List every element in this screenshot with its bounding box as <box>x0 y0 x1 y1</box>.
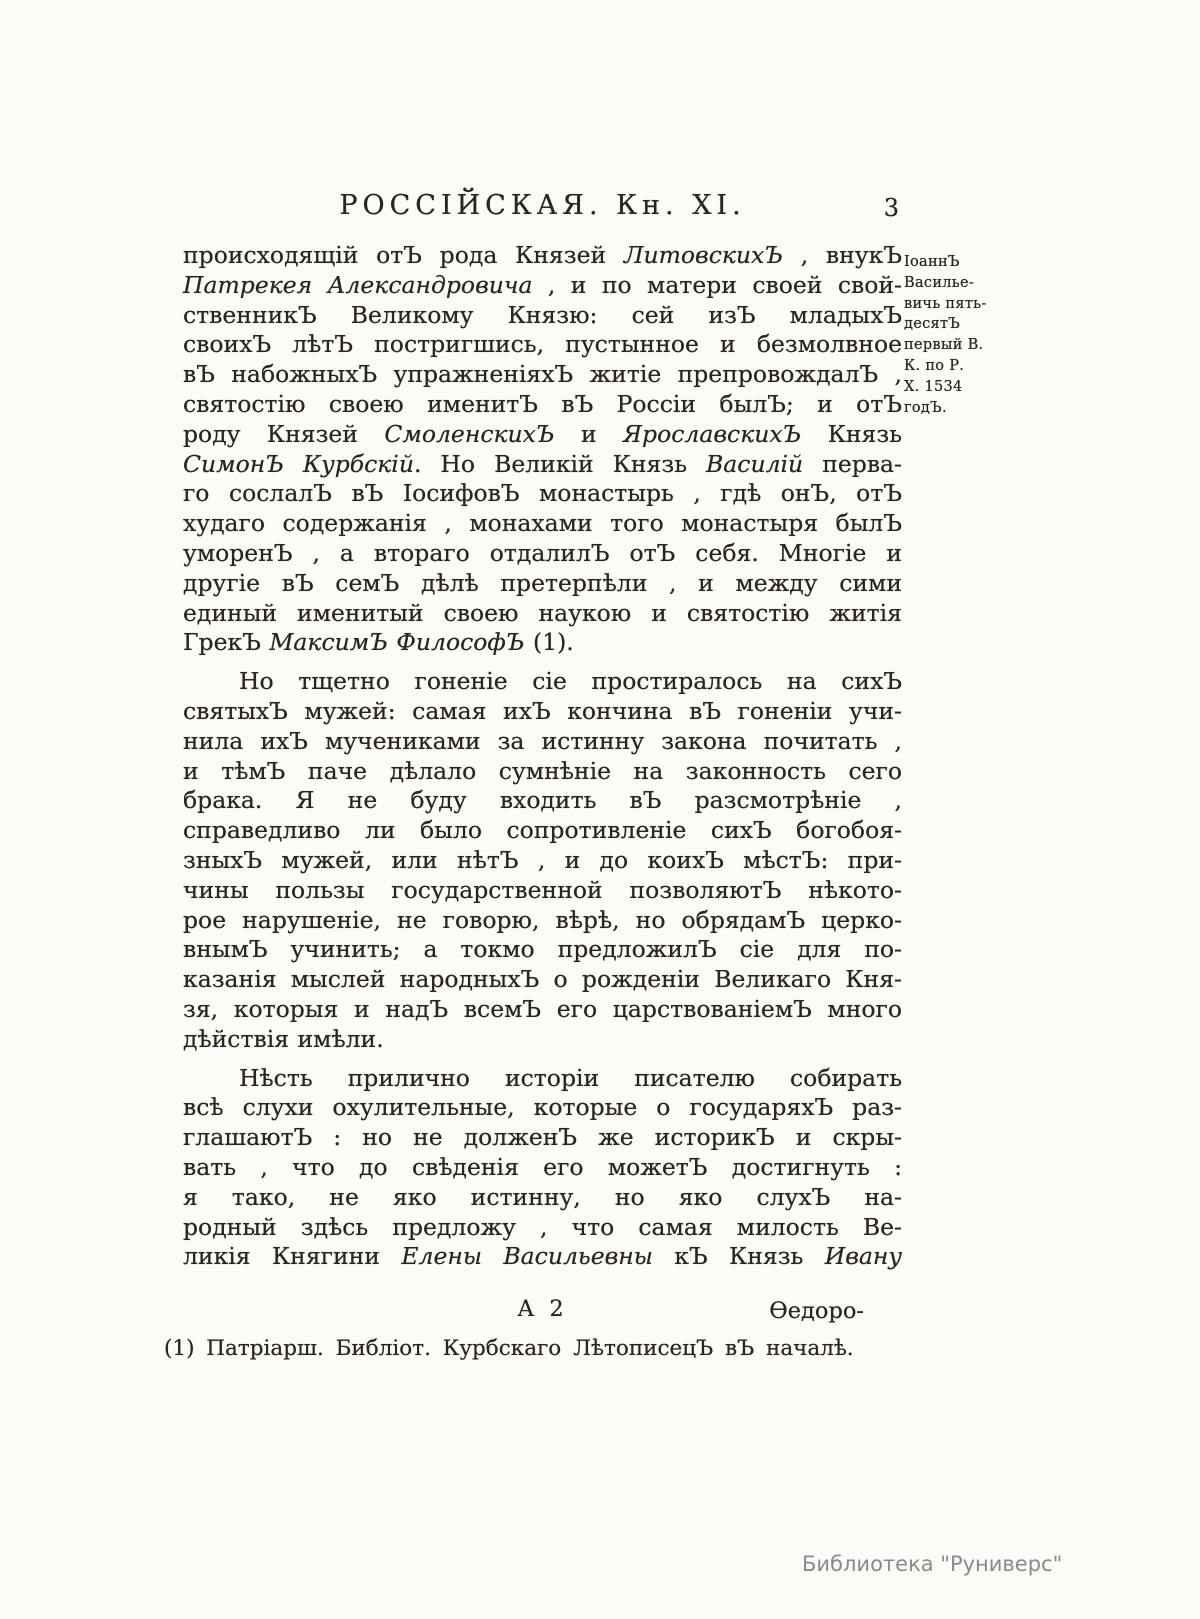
margin-note <box>904 252 1012 418</box>
text-segment: казанія мыслей народныхЪ о рожденіи Великаго Кня- <box>183 965 902 994</box>
text-segment: рое нарушеніе, не говорю, вѣрѣ, но обрядамЪ церко- <box>183 905 902 934</box>
page-number: 3 <box>883 194 900 222</box>
signature-mark: А 2 <box>517 1296 568 1322</box>
text-segment: зныхЪ мужей, или нѣтЪ , и до коихЪ мѣстЪ: при- <box>183 845 902 874</box>
text-line <box>183 479 902 509</box>
text-segment: и <box>554 419 624 448</box>
text-segment: . Но Великій Князь <box>413 449 706 478</box>
proper-name-italic: СмоленскихЪ <box>384 419 555 448</box>
text-segment: ственникЪ Великому Князю: сей изЪ младыхЪ <box>183 300 902 329</box>
proper-name-italic: МаксимЪ ФилософЪ <box>269 628 525 657</box>
text-line <box>183 539 902 569</box>
text-segment: , внукЪ <box>782 241 902 269</box>
text-line <box>183 1064 902 1094</box>
text-segment: всѣ слухи охулительные, которые о государяхЪ раз- <box>183 1093 902 1122</box>
text-segment: чины пользы государственной позволяютЪ нѣкото- <box>183 875 902 904</box>
text-line <box>183 241 902 271</box>
text-line <box>183 1093 902 1123</box>
text-segment: своихЪ лѣтЪ постригшись, пустынное и безмолвное <box>183 330 902 359</box>
text-line <box>183 628 902 658</box>
proper-name-italic: ЛитовскихЪ <box>623 241 783 269</box>
running-title: РОССІЙСКАЯ. Кн. XI. <box>339 190 746 221</box>
text-line <box>183 727 902 757</box>
text-line <box>183 509 902 539</box>
paragraph <box>183 1064 902 1273</box>
text-segment: уморенЪ , а втораго отдалилЪ отЪ себя. Многіе и <box>183 538 902 567</box>
page-header <box>183 190 902 226</box>
text-segment: святыхЪ мужей: самая ихЪ кончина вЪ гоненіи учи- <box>183 696 902 725</box>
proper-name-italic: ЯрославскихЪ <box>623 419 802 448</box>
text-line <box>183 301 902 331</box>
text-segment: внымЪ учинить; а токмо предложилЪ сіе для по- <box>183 935 902 964</box>
text-line <box>183 420 902 450</box>
text-segment: брака. Я не буду входить вЪ разсмотрѣніе , <box>183 786 902 815</box>
margin-note-line: ІоаннЪ <box>904 254 960 270</box>
margin-note-line: десятЪ <box>904 316 961 333</box>
text-segment: святостію своею именитЪ вЪ Россіи былЪ; и отЪ <box>183 389 902 418</box>
text-segment: справедливо ли было сопротивленіе сихЪ богобоя- <box>183 816 902 845</box>
text-segment: я тако, не яко истинну, но яко слухЪ на- <box>183 1182 902 1211</box>
text-line <box>183 1242 902 1272</box>
text-line <box>183 995 902 1025</box>
text-segment: ликія Княгини <box>183 1242 402 1271</box>
proper-name-italic: Ивану <box>824 1242 902 1271</box>
text-segment: и тѣмЪ паче дѣлало сумнѣніе на законность сего <box>183 756 902 785</box>
text-line <box>183 390 902 420</box>
text-line <box>183 1213 902 1243</box>
text-segment: вЪ набожныхЪ упражненіяхЪ житіе препровождалЪ , <box>183 360 902 389</box>
margin-note-line: первый В. <box>904 337 984 354</box>
margin-note-line: Василье- <box>904 274 975 291</box>
text-segment: происходящій отЪ рода Князей <box>183 241 624 269</box>
text-line <box>183 569 902 599</box>
text-segment: перва- <box>803 449 902 478</box>
text-line <box>183 935 902 965</box>
catchword: Ѳедоро- <box>769 1298 864 1324</box>
text-segment: Нѣсть прилично исторіи писателю собирать <box>239 1063 902 1092</box>
text-segment: зя, которыя и надЪ всемЪ его царствованіемЪ много <box>183 994 902 1023</box>
margin-note-line: Х. 1534 <box>904 378 963 395</box>
margin-note-line: годЪ. <box>904 399 947 416</box>
text-line <box>183 450 902 480</box>
text-line <box>183 786 902 816</box>
text-line <box>183 697 902 727</box>
text-segment: другіе вЪ семЪ дѣлѣ претерпѣли , и между сими <box>183 568 902 597</box>
text-segment: Но тщетно гоненіе сіе простиралось на сихЪ <box>239 667 902 696</box>
text-segment: единый именитый своею наукою и святостію житія <box>183 598 902 627</box>
text-segment: кЪ Князь <box>652 1242 825 1271</box>
proper-name-italic: СимонЪ Курбскій <box>183 449 414 478</box>
text-line <box>183 1123 902 1153</box>
text-segment: го сослалЪ вЪ ІосифовЪ монастырь , гдѣ онЪ, отЪ <box>183 479 902 508</box>
margin-note-line: К. по Р. <box>904 357 965 374</box>
text-line <box>183 846 902 876</box>
text-line <box>183 330 902 360</box>
text-line <box>183 599 902 629</box>
footnote: (1) Патріарш. Библіот. Курбскаго ЛѣтописецЪ вЪ началѣ. <box>164 1336 854 1361</box>
text-segment: , и по матери своей свой- <box>532 270 902 299</box>
text-segment: глашаютЪ : но не долженЪ же историкЪ и скры- <box>183 1123 902 1152</box>
text-line <box>183 1025 902 1055</box>
library-watermark: Библиотека "Руниверс" <box>802 1552 1063 1576</box>
text-line <box>183 906 902 936</box>
text-segment: нила ихЪ мучениками за истинну закона почитать , <box>183 726 902 755</box>
text-line <box>183 1153 902 1183</box>
text-line <box>183 1183 902 1213</box>
text-segment: дѣйствія имѣли. <box>183 1024 384 1053</box>
text-segment: родный здѣсь предложу , что самая милость Ве- <box>183 1212 902 1241</box>
text-segment: вать , что до свѣденія его можетЪ достигнуть : <box>183 1152 902 1181</box>
text-line <box>183 965 902 995</box>
text-line <box>183 360 902 390</box>
text-segment: худаго содержанія , монахами того монастыря былЪ <box>183 509 902 538</box>
text-line <box>183 816 902 846</box>
proper-name-italic: Елены Васильевны <box>401 1242 653 1271</box>
paragraph <box>183 241 902 658</box>
bottom-line <box>183 1296 902 1328</box>
text-line <box>183 271 902 301</box>
text-segment: роду Князей <box>183 419 385 448</box>
text-segment: ГрекЪ <box>183 628 270 657</box>
proper-name-italic: Василій <box>706 449 804 478</box>
text-segment: Князь <box>801 419 902 448</box>
text-line <box>183 757 902 787</box>
proper-name-italic: Патрекея Александровича <box>183 270 533 299</box>
text-segment: (1). <box>524 628 574 657</box>
text-line <box>183 667 902 697</box>
paragraph <box>183 667 902 1054</box>
margin-note-line: вичь пять- <box>904 295 987 312</box>
text-line <box>183 876 902 906</box>
main-text <box>183 241 902 1272</box>
